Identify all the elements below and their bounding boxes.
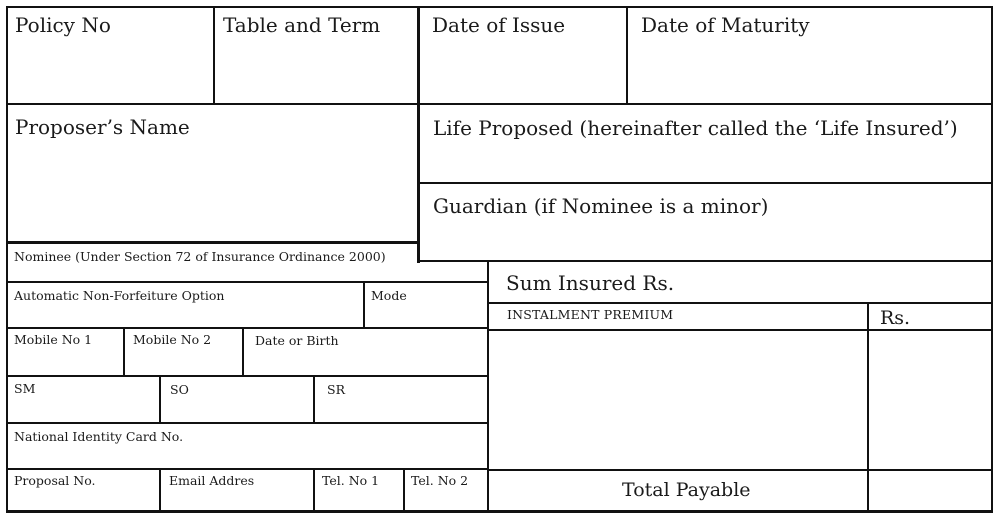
divider <box>626 6 628 105</box>
total-payable-label: Total Payable <box>622 479 751 501</box>
divider <box>313 469 315 511</box>
date-of-maturity-label: Date of Maturity <box>641 13 810 37</box>
tel-no-1-label: Tel. No 1 <box>322 473 380 488</box>
divider <box>159 376 161 423</box>
divider <box>242 328 244 376</box>
divider <box>213 6 215 105</box>
instalment-premium-label: INSTALMENT PREMIUM <box>507 307 674 322</box>
mobile-no-2-label: Mobile No 2 <box>133 332 212 347</box>
divider <box>6 327 488 329</box>
so-label: SO <box>170 382 189 397</box>
rs-label: Rs. <box>880 307 911 329</box>
divider <box>6 422 488 424</box>
sr-label: SR <box>327 382 345 397</box>
form-border-bottom <box>6 510 993 513</box>
guardian-label: Guardian (if Nominee is a minor) <box>433 194 769 218</box>
non-forfeiture-label: Automatic Non-Forfeiture Option <box>14 288 225 303</box>
date-of-birth-label: Date or Birth <box>255 333 339 348</box>
sum-insured-label: Sum Insured Rs. <box>506 271 675 295</box>
date-of-issue-label: Date of Issue <box>432 13 566 37</box>
proposers-name-label: Proposer’s Name <box>15 115 190 139</box>
sm-label: SM <box>14 381 36 396</box>
policy-no-label: Policy No <box>15 13 111 37</box>
proposal-no-label: Proposal No. <box>14 473 96 488</box>
divider <box>419 182 993 184</box>
divider <box>159 469 161 511</box>
divider <box>487 260 489 513</box>
mobile-no-1-label: Mobile No 1 <box>14 332 93 347</box>
divider <box>417 6 420 263</box>
form-border-top <box>6 6 993 8</box>
divider <box>6 281 488 283</box>
divider <box>6 375 488 377</box>
divider <box>403 469 405 511</box>
divider <box>419 260 993 262</box>
mode-label: Mode <box>371 288 407 303</box>
divider <box>488 302 993 304</box>
divider <box>123 328 125 376</box>
divider <box>6 103 993 105</box>
divider <box>6 468 488 470</box>
nominee-label: Nominee (Under Section 72 of Insurance Ordinance 2000) <box>14 249 386 264</box>
email-address-label: Email Addres <box>169 473 255 488</box>
divider <box>6 241 419 244</box>
life-proposed-label: Life Proposed (hereinafter called the ‘Life Insured’) <box>433 116 958 140</box>
divider <box>313 376 315 423</box>
national-id-label: National Identity Card No. <box>14 429 184 444</box>
tel-no-2-label: Tel. No 2 <box>411 473 469 488</box>
divider <box>363 282 365 328</box>
form-border-left <box>6 6 8 513</box>
divider <box>867 303 869 511</box>
divider <box>488 469 993 471</box>
table-and-term-label: Table and Term <box>223 13 381 37</box>
divider <box>488 329 993 331</box>
